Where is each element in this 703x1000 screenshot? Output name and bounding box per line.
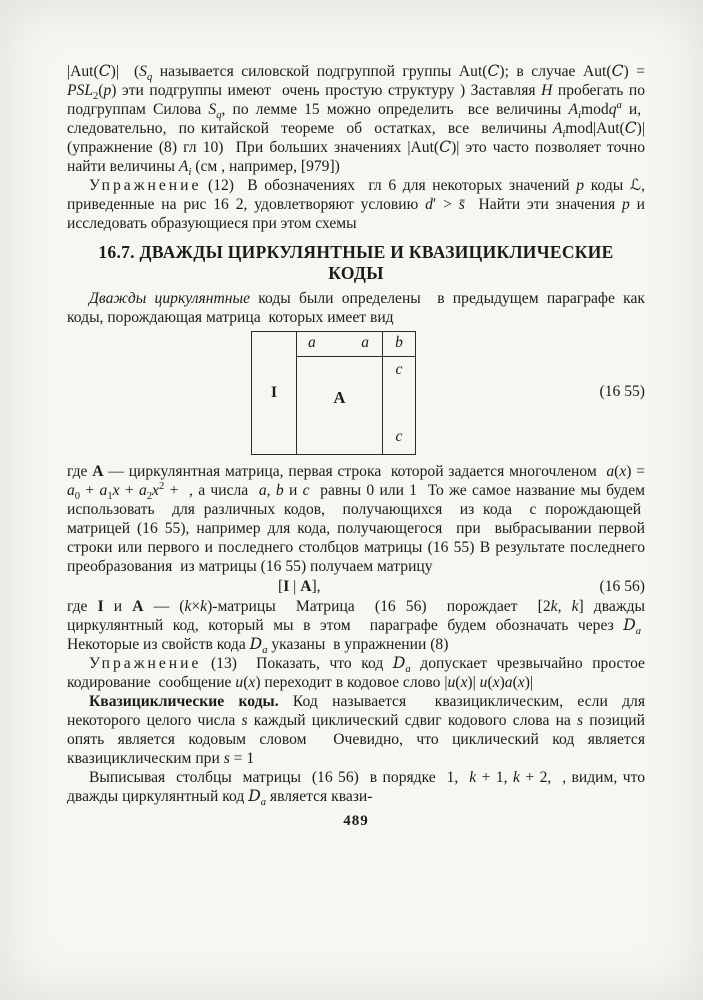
matrix-c-upper: c — [395, 361, 403, 378]
section-heading-line1: 16.7. ДВАЖДЫ ЦИРКУЛЯНТНЫЕ И КВАЗИЦИКЛИЧЕСКИЕ — [98, 242, 614, 262]
continuation-paragraph-sylow: |Aut(C)| ($S_q$ называется силовской подгруппой группы Aut(C); в случае $Aut(C) = PSL_2(p)$ эти подгруппы имеют очень простую структуру ) Заставляя H пробегать по подгруппам Силова $S_q$, по лемме 15 можно определить все величины $A_imodq^a$ и, следовательно, по китайской теореме об остатках, все величины $A_imod|Aut(C)|$ (упражнение (8) гл 10) При больших значениях |Aut(C)| это часто позволяет точно найти величины $A_i$ (см , например, [979]) — [67, 62, 646, 179]
section-heading-line2: КОДЫ — [328, 263, 384, 283]
equation-16-56 — [67, 577, 645, 597]
quasicyclic-codes-paragraph: Квазициклические коды. Код называется квазициклическим, если для некоторого целого числа s каждый циклический сдвиг кодового слова на s позиций опять является кодовым словом Очевидно, что циклический код является квазициклическим при s = 1 — [67, 693, 645, 767]
equation-number-16-55: (16 55) — [599, 383, 645, 400]
matrix-a-right: a — [361, 334, 369, 351]
matrix-a-left: a — [308, 334, 316, 351]
matrix-c-lower: c — [395, 428, 403, 445]
matrix-b-cell: b — [383, 332, 415, 357]
matrix-top-row-a — [297, 332, 383, 357]
matrix-circulant-block: A — [297, 357, 383, 454]
page-content-column — [67, 62, 645, 830]
equation-number-16-56: (16 56) — [599, 578, 645, 595]
page-number: 489 — [343, 813, 369, 829]
figure-16-55 — [67, 331, 645, 457]
exercise-13-paragraph: Упражнение (13) Показать, что код $D_a$ допускает чрезвычайно простое кодирование сообщение u(x) переходит в кодовое слово |u(x)| u(x)a(x)| — [67, 654, 645, 691]
equation-16-56-body: [I | A], — [278, 578, 321, 595]
code-da-description-paragraph: где I и A — (k×k)-матрицы Матрица (16 56) порождает [2k, k] дважды циркулянтный код, который мы в этом параграфе будем обозначать через $D_a$ Некоторые из свойств кода $D_a$ указаны в упражнении (8) — [67, 598, 646, 657]
matrix-c-column — [383, 357, 415, 454]
section-heading-16-7 — [67, 242, 645, 284]
columns-order-paragraph: Выписывая столбцы матрицы (16 56) в порядке 1, k + 1, k + 2, , видим, что дважды циркулянтный код $D_a$ является квази- — [67, 769, 645, 809]
generator-matrix-diagram — [251, 331, 416, 455]
matrix-description-paragraph: где A — циркулянтная матрица, первая строка которой задается многочленом $a(x) = a_0 + a_1x + a_2x^2$ + , а числа a, b и c равны 0 или 1 То же самое название мы будем использовать для различных кодов, получающихся из кода с порождающей матрицей (16 55), например для кода, получающегося при выбрасывании первой строки или первого и последнего столбцов матрицы (16 55) В результате последнего преобразования из матрицы (16 55) получаем матрицу — [67, 463, 646, 575]
intro-paragraph-doubly-circulant: Дважды циркулянтные коды были определены в предыдущем параграфе как коды, порождающая матрица которых имеет вид — [67, 290, 645, 326]
matrix-identity-block: I — [252, 332, 297, 454]
exercise-12-paragraph: Упражнение (12) В обозначениях гл 6 для некоторых значений p коды ℒ, приведенные на рис 16 2, удовлетворяют условию d′ > s̄ Найти эти значения p и исследовать образующиеся при этом схемы — [67, 177, 645, 232]
